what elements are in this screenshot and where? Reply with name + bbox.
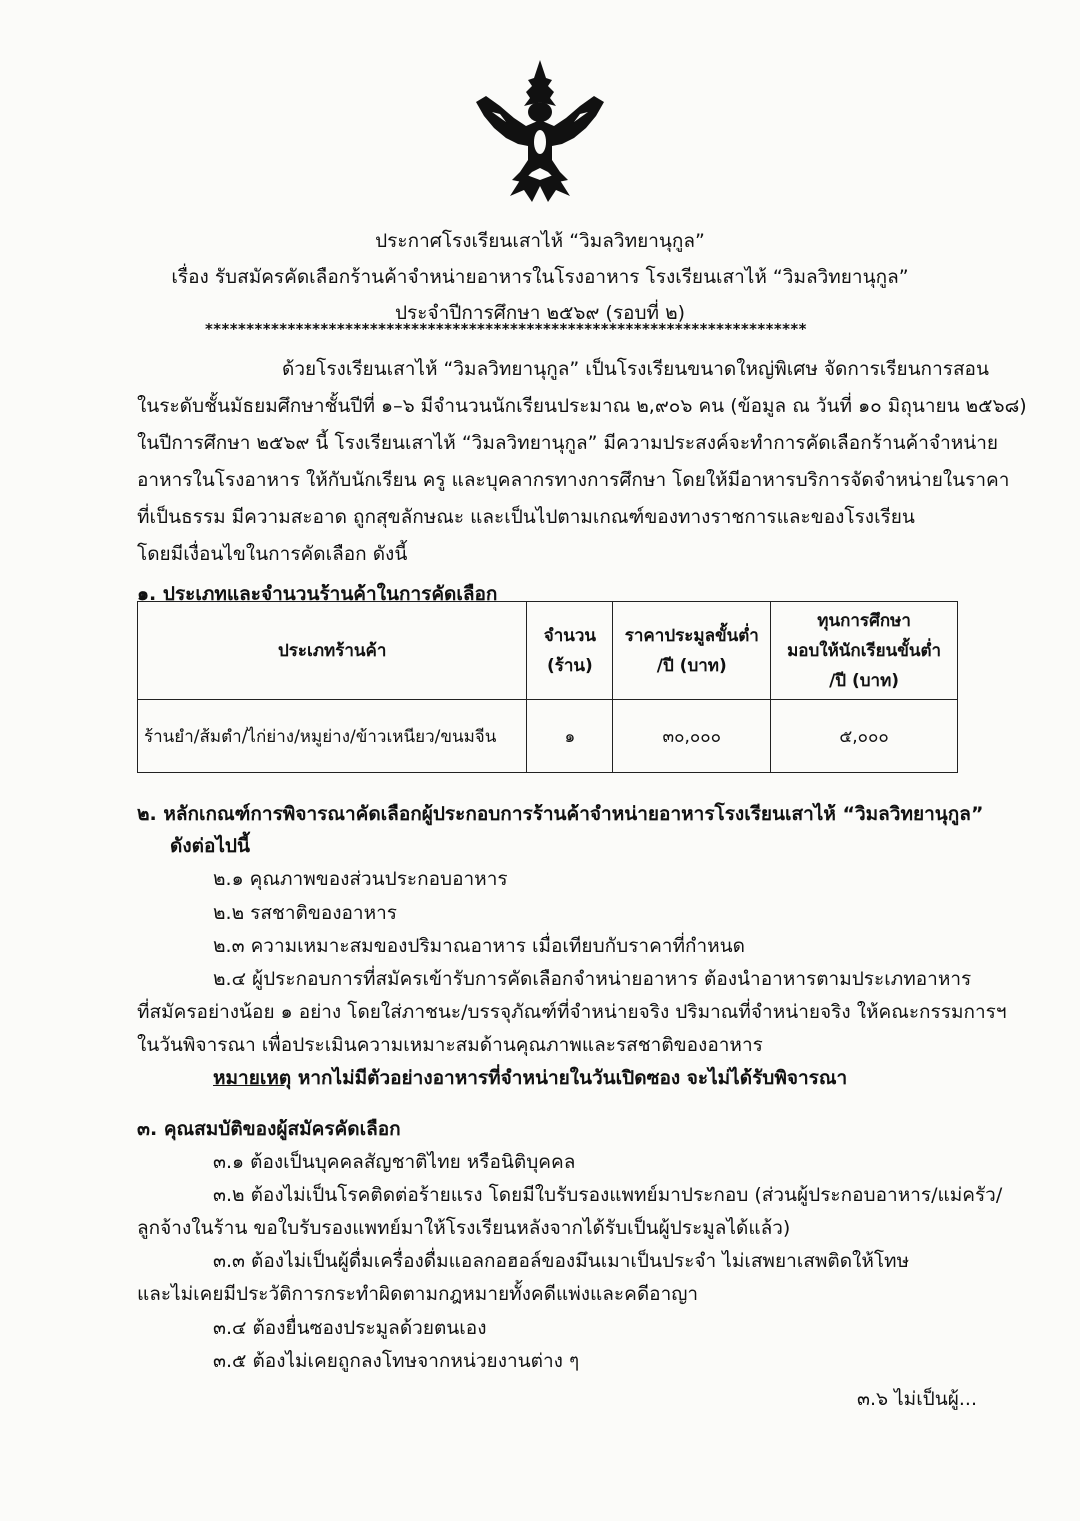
table-cell: ๑ [527, 700, 613, 773]
table-cell: ๕,๐๐๐ [771, 700, 958, 773]
continued-marker: ๓.๖ ไม่เป็นผู้... [856, 1388, 977, 1410]
table-header-row [138, 602, 958, 700]
announcement-subject: เรื่อง รับสมัครคัดเลือกร้านค้าจำหน่ายอาหารในโรงอาหาร โรงเรียนเสาไห้ “วิมลวิทยานุกูล” [171, 266, 909, 288]
table-cell: ๓๐,๐๐๐ [613, 700, 771, 773]
section-2-heading: ๒. หลักเกณฑ์การพิจารณาคัดเลือกผู้ประกอบการร้านค้าจำหน่ายอาหารโรงเรียนเสาไห้ “วิมลวิทยานุกูล” [137, 803, 984, 825]
shop-type-table [137, 601, 958, 773]
intro-line: ที่เป็นธรรม มีความสะอาด ถูกสุขลักษณะ และเป็นไปตามเกณฑ์ของทางราชการและของโรงเรียน [137, 506, 915, 528]
qualification-item: ๓.๓ ต้องไม่เป็นผู้ดื่มเครื่องดื่มแอลกอฮอล์ของมึนเมาเป็นประจำ ไม่เสพยาเสพติดให้โทษ [213, 1250, 910, 1272]
separator-line: ************************************************************************* [205, 320, 807, 338]
table-header-cell: จำนวน (ร้าน) [527, 602, 613, 700]
announcement-title: ประกาศโรงเรียนเสาไห้ “วิมลวิทยานุกูล” [375, 230, 705, 252]
table-header-cell: ประเภทร้านค้า [138, 602, 527, 700]
qualification-item: ๓.๑ ต้องเป็นบุคคลสัญชาติไทย หรือนิติบุคคล [213, 1151, 576, 1173]
qualification-item-cont: ลูกจ้างในร้าน ขอใบรับรองแพทย์มาให้โรงเรียนหลังจากได้รับเป็นผู้ประมูลได้แล้ว) [137, 1217, 791, 1239]
qualification-item: ๓.๒ ต้องไม่เป็นโรคติดต่อร้ายแรง โดยมีใบรับรองแพทย์มาประกอบ (ส่วนผู้ประกอบอาหาร/แม่ครัว/ [213, 1184, 1003, 1206]
criteria-item: ๒.๔ ผู้ประกอบการที่สมัครเข้ารับการคัดเลือกจำหน่ายอาหาร ต้องนำอาหารตามประเภทอาหาร [213, 968, 972, 990]
intro-line: ในระดับชั้นมัธยมศึกษาชั้นปีที่ ๑–๖ มีจำนวนนักเรียนประมาณ ๒,๙๐๖ คน (ข้อมูล ณ วันที่ ๑๐ มิถุนายน ๒๕๖๘) [137, 395, 1027, 417]
announcement-year: ประจำปีการศึกษา ๒๕๖๙ (รอบที่ ๒) [394, 302, 686, 324]
note-text: หากไม่มีตัวอย่างอาหารที่จำหน่ายในวันเปิดซอง จะไม่ได้รับพิจารณา [291, 1067, 848, 1089]
section-2-heading-cont: ดังต่อไปนี้ [170, 835, 250, 857]
intro-line: โดยมีเงื่อนไขในการคัดเลือก ดังนี้ [137, 543, 408, 565]
qualification-item: ๓.๕ ต้องไม่เคยถูกลงโทษจากหน่วยงานต่าง ๆ [213, 1350, 580, 1372]
intro-line: อาหารในโรงอาหาร ให้กับนักเรียน ครู และบุคลากรทางการศึกษา โดยให้มีอาหารบริการจัดจำหน่ายในราคา [137, 469, 1010, 491]
intro-line: ด้วยโรงเรียนเสาไห้ “วิมลวิทยานุกูล” เป็นโรงเรียนขนาดใหญ่พิเศษ จัดการเรียนการสอน [282, 358, 989, 380]
criteria-item: ๒.๓ ความเหมาะสมของปริมาณอาหาร เมื่อเทียบกับราคาที่กำหนด [213, 935, 745, 957]
criteria-item-cont: ในวันพิจารณา เพื่อประเมินความเหมาะสมด้านคุณภาพและรสชาติของอาหาร [137, 1034, 763, 1056]
section-3-heading: ๓. คุณสมบัติของผู้สมัครคัดเลือก [137, 1118, 401, 1140]
criteria-item: ๒.๒ รสชาติของอาหาร [213, 902, 397, 924]
criteria-item-cont: ที่สมัครอย่างน้อย ๑ อย่าง โดยใส่ภาชนะ/บรรจุภัณฑ์ที่จำหน่ายจริง ปริมาณที่จำหน่ายจริง ให้คณะกรรมการฯ [137, 1001, 1007, 1023]
note-label: หมายเหตุ [213, 1067, 292, 1089]
table-header-cell: ราคาประมูลขั้นต่ำ /ปี (บาท) [613, 602, 771, 700]
criteria-item: ๒.๑ คุณภาพของส่วนประกอบอาหาร [213, 868, 508, 890]
qualification-item: ๓.๔ ต้องยื่นซองประมูลด้วยตนเอง [213, 1317, 487, 1339]
table-row [138, 700, 958, 773]
section-1-heading: ๑. ประเภทและจำนวนร้านค้าในการคัดเลือก [137, 583, 498, 605]
qualification-item-cont: และไม่เคยมีประวัติการกระทำผิดตามกฎหมายทั้งคดีแพ่งและคดีอาญา [137, 1283, 699, 1305]
garuda-emblem-icon [470, 56, 610, 206]
table-cell: ร้านยำ/ส้มตำ/ไก่ย่าง/หมูย่าง/ข้าวเหนียว/ขนมจีน [138, 700, 527, 773]
intro-line: ในปีการศึกษา ๒๕๖๙ นี้ โรงเรียนเสาไห้ “วิมลวิทยานุกูล” มีความประสงค์จะทำการคัดเลือกร้านค้าจำหน่าย [137, 432, 999, 454]
table-header-cell: ทุนการศึกษา มอบให้นักเรียนขั้นต่ำ /ปี (บาท) [771, 602, 958, 700]
note-line [213, 1063, 847, 1093]
